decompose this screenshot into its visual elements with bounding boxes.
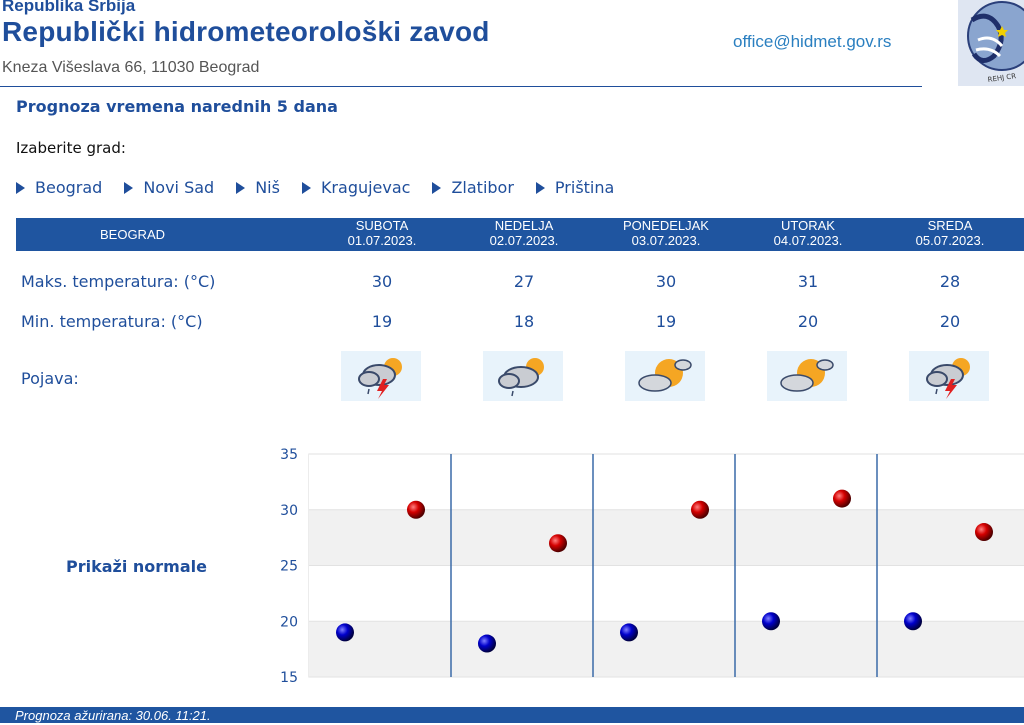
city-selector <box>16 178 636 197</box>
partly-cloudy-icon <box>625 351 705 401</box>
city-link-zlatibor[interactable] <box>432 178 513 197</box>
city-link-label: Zlatibor <box>451 178 514 197</box>
city-link-label: Niš <box>255 178 280 197</box>
day-date: 05.07.2023. <box>915 233 985 248</box>
min-temp-value: 20 <box>797 312 819 331</box>
min-temp-value: 19 <box>655 312 677 331</box>
min-temp-point <box>336 623 354 641</box>
email-link[interactable]: office@hidmet.gov.rs <box>733 32 892 51</box>
city-link-kragujevac[interactable] <box>302 178 411 197</box>
city-link-pristina[interactable] <box>536 178 614 197</box>
max-temp-value: 30 <box>371 272 393 291</box>
max-temp-value: 27 <box>513 272 535 291</box>
day-name: SREDA <box>927 218 973 233</box>
y-tick-label: 20 <box>280 614 298 631</box>
y-tick-label: 25 <box>280 558 298 575</box>
min-temp-value: 20 <box>939 312 961 331</box>
header-republic: Republika Srbija <box>2 0 136 15</box>
max-temp-point <box>975 523 993 541</box>
y-tick-label: 35 <box>280 447 298 463</box>
max-temp-point <box>691 501 709 519</box>
plot-band <box>309 621 1024 677</box>
forecast-updated-footer: Prognoza ažurirana: 30.06. 11:21. <box>0 707 1024 723</box>
arrow-right-icon <box>536 182 545 194</box>
day-date: 02.07.2023. <box>489 233 559 248</box>
day-name: SUBOTA <box>355 218 409 233</box>
min-temp-point <box>620 623 638 641</box>
day-name: NEDELJA <box>494 218 554 233</box>
day-name: PONEDELJAK <box>623 218 709 233</box>
city-link-label: Priština <box>554 178 615 197</box>
city-link-label: Kragujevac <box>320 178 411 197</box>
day-header-monday <box>595 218 737 251</box>
city-link-label: Beograd <box>35 178 103 197</box>
storm-sun-icon <box>909 351 989 401</box>
city-link-beograd[interactable] <box>16 178 102 197</box>
min-temp-value: 19 <box>371 312 393 331</box>
header-address: Kneza Višeslava 66, 11030 Beograd <box>2 59 260 76</box>
max-temp-point <box>549 534 567 552</box>
choose-city-label: Izaberite grad: <box>16 139 126 157</box>
max-temp-value: 28 <box>939 272 961 291</box>
y-tick-label: 30 <box>280 502 298 519</box>
max-temp-value: 30 <box>655 272 677 291</box>
day-name: UTORAK <box>781 218 835 233</box>
max-temp-label: Maks. temperatura: (°C) <box>21 272 216 291</box>
min-temp-point <box>904 612 922 630</box>
temperature-chart <box>0 440 1024 702</box>
day-header-tuesday <box>737 218 879 251</box>
storm-sun-icon <box>341 351 421 401</box>
day-header-sunday <box>453 218 595 251</box>
header-divider <box>0 86 922 87</box>
max-temp-value: 31 <box>797 272 819 291</box>
min-temp-value: 18 <box>513 312 535 331</box>
institute-logo[interactable] <box>958 0 1024 86</box>
page-title: Prognoza vremena narednih 5 dana <box>16 97 338 116</box>
plot-band <box>309 566 1024 622</box>
city-link-nis[interactable] <box>236 178 280 197</box>
partly-cloudy-icon <box>767 351 847 401</box>
day-date: 04.07.2023. <box>773 233 843 248</box>
day-header-saturday <box>311 218 453 251</box>
city-link-novi-sad[interactable] <box>124 178 214 197</box>
max-temp-point <box>833 490 851 508</box>
max-temp-point <box>407 501 425 519</box>
day-header-wednesday <box>879 218 1021 251</box>
day-date: 01.07.2023. <box>347 233 417 248</box>
header-institute-title: Republički hidrometeorološki zavod <box>2 16 490 47</box>
day-date: 03.07.2023. <box>631 233 701 248</box>
show-normals-link[interactable]: Prikaži normale <box>66 557 207 576</box>
sun-cloud-drizzle-icon <box>483 351 563 401</box>
svg-text:REHJ CR: REHJ CR <box>987 72 1017 84</box>
arrow-right-icon <box>236 182 245 194</box>
arrow-right-icon <box>124 182 133 194</box>
forecast-table-header <box>16 218 1024 251</box>
table-city-name: BEOGRAD <box>99 227 165 242</box>
y-tick-label: 15 <box>280 670 298 686</box>
arrow-right-icon <box>432 182 441 194</box>
min-temp-point <box>762 612 780 630</box>
min-temp-point <box>478 635 496 653</box>
min-temp-label: Min. temperatura: (°C) <box>21 312 203 331</box>
phenomenon-label: Pojava: <box>21 369 79 388</box>
arrow-right-icon <box>16 182 25 194</box>
city-link-label: Novi Sad <box>143 178 215 197</box>
arrow-right-icon <box>302 182 311 194</box>
